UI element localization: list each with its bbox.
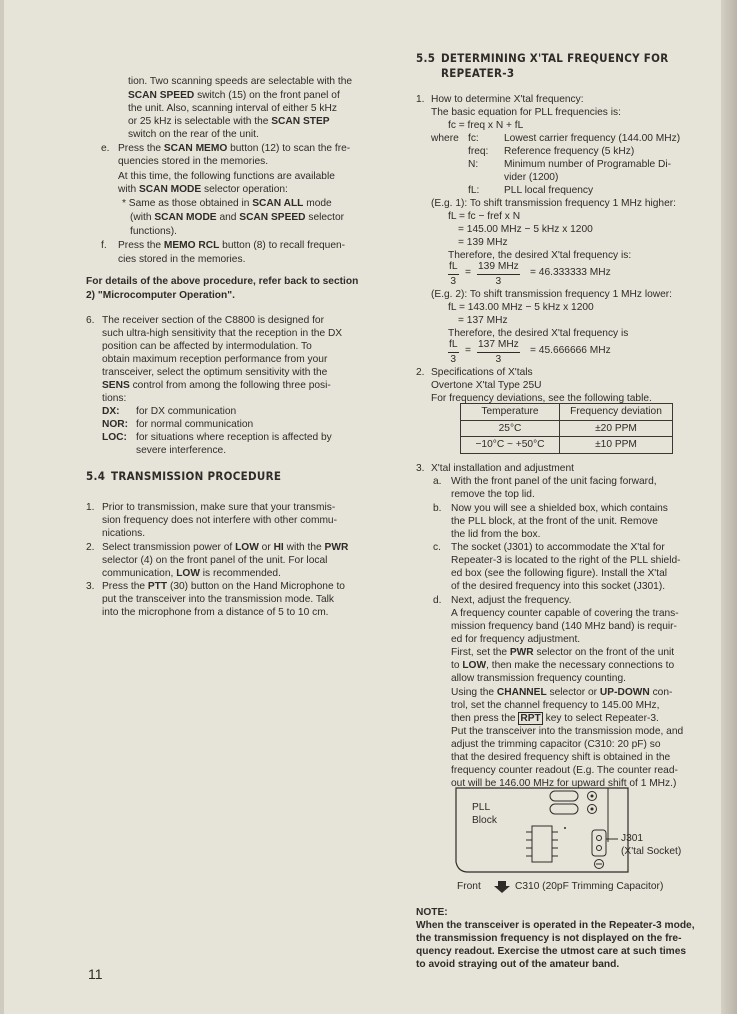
- s3a-line-1: With the front panel of the unit facing forward,: [451, 476, 657, 487]
- scan-speed-term: SCAN SPEED: [128, 90, 195, 101]
- top-connector-2: [550, 804, 578, 814]
- eg2-therefore: Therefore, the desired X'tal frequency is: [448, 328, 629, 339]
- table-row: [461, 437, 673, 454]
- s3a-marker: a.: [433, 476, 442, 487]
- s3c-line-3: ed box (see the following figure). Install the X'tal: [451, 568, 668, 579]
- eg2-line-2: = 137 MHz: [458, 315, 508, 326]
- scan-cont-line-5: switch on the rear of the unit.: [128, 129, 259, 140]
- sec54-item-2-line-2: selector (4) on the front panel of the unit. For local: [102, 555, 328, 566]
- eg1-result: = 46.333333 MHz: [530, 267, 611, 278]
- s3d-p4-line-4: frequency counter readout (E.g. The counter read-: [451, 765, 678, 776]
- table-cell: ±20 PPM: [560, 420, 673, 437]
- note-line-4: to avoid straying out of the amateur band.: [416, 959, 620, 970]
- scan-cont-line-4: or 25 kHz is selectable with the SCAN STEP: [128, 116, 330, 127]
- s3d-p3-line-3: then press the RPT key to select Repeater-3.: [451, 713, 659, 724]
- s3c-line-2: Repeater-3 is located to the right of the PLL shield-: [451, 555, 681, 566]
- table-header-deviation: Frequency deviation: [560, 404, 673, 421]
- note-title: NOTE:: [416, 907, 448, 918]
- s2-marker: 2.: [416, 367, 425, 378]
- s3d-p4-line-1: Put the transceiver into the transmission mode, and: [451, 726, 684, 737]
- sens-term: SENS: [102, 380, 130, 391]
- figure-c310-label: C310 (20pF Trimming Capacitor): [515, 881, 664, 892]
- pll-block-figure: [450, 782, 650, 880]
- def-freq-sym: freq:: [468, 146, 489, 157]
- item-e-bullet-1: * Same as those obtained in SCAN ALL mode: [122, 198, 332, 209]
- def-n-sym: N:: [468, 159, 479, 170]
- frequency-deviation-table: [460, 403, 673, 454]
- def-fc-sym: fc:: [468, 133, 479, 144]
- eg1-fraction-left: $\frac{fL}{3}$: [449, 261, 458, 287]
- item-e-bullet-2: (with SCAN MODE and SCAN SPEED selector: [130, 212, 345, 223]
- section-5-5-title-2: REPEATER-3: [441, 66, 515, 80]
- item-e-line-4: with SCAN MODE selector operation:: [118, 184, 288, 195]
- page-left-edge: [0, 0, 4, 1014]
- item-6-line-7: tions:: [102, 393, 127, 404]
- sec54-item-2-marker: 2.: [86, 542, 95, 553]
- def-freq-text: Reference frequency (5 kHz): [504, 146, 635, 157]
- def-n-text: Minimum number of Programable Di-: [504, 159, 672, 170]
- eg2-title: (E.g. 2): To shift transmission frequency 1 MHz lower:: [431, 289, 673, 300]
- s3d-p3-line-2: trol, set the channel frequency to 145.00 MHz,: [451, 700, 660, 711]
- sec54-item-3-marker: 3.: [86, 581, 95, 592]
- figure-front-label: Front: [457, 881, 481, 892]
- figure-j301-label-1: J301: [621, 833, 644, 844]
- s1-title: How to determine X'tal frequency:: [431, 94, 584, 105]
- figure-pll-label-1: PLL: [472, 802, 491, 813]
- s3d-p4-line-2: adjust the trimming capacitor (C310: 20 pF) so: [451, 739, 661, 750]
- s3b-marker: b.: [433, 503, 442, 514]
- s1-where: where: [431, 133, 459, 144]
- s2-line-3: For frequency deviations, see the following table.: [431, 393, 652, 404]
- s3d-p4-line-5: out will be 146.00 MHz for upward shift of 1 MHz.): [451, 778, 677, 789]
- eg2-fraction-right: 137 MHz 3: [478, 339, 519, 365]
- s3b-line-1: Now you will see a shielded box, which contains: [451, 503, 668, 514]
- item-f-line-1: Press the MEMO RCL button (8) to recall frequen-: [118, 240, 346, 251]
- eg1-title: (E.g. 1): To shift transmission frequency 1 MHz higher:: [431, 198, 676, 209]
- sec54-item-1-line-3: nications.: [102, 528, 146, 539]
- item-6-marker: 6.: [86, 315, 95, 326]
- sec54-item-1-line-1: Prior to transmission, make sure that your transmis-: [102, 502, 336, 513]
- section-5-4-title: TRANSMISSION PROCEDURE: [111, 469, 282, 483]
- table-row: [461, 420, 673, 437]
- s3d-p2-line-3: allow transmission frequency counting.: [451, 673, 626, 684]
- scan-cont-line-2: SCAN SPEED switch (15) on the front panel of: [128, 90, 340, 101]
- table-header-row: [461, 404, 673, 421]
- item-6-line-2: such ultra-high sensitivity that the reception in the DX: [102, 328, 343, 339]
- item-6-line-1: The receiver section of the C8800 is designed for: [102, 315, 324, 326]
- eg1-line-2: = 145.00 MHz − 5 kHz x 1200: [458, 224, 593, 235]
- item-6-line-6: SENS control from among the following three posi-: [102, 380, 331, 391]
- option-dx-text: for DX communication: [136, 406, 237, 417]
- section-5-5-number: 5.5: [416, 51, 436, 65]
- eg1-equals: =: [465, 267, 471, 278]
- s3d-p1-line-3: ed for frequency adjustment.: [451, 634, 581, 645]
- def-fc-text: Lowest carrier frequency (144.00 MHz): [504, 133, 681, 144]
- s3d-p2-line-1: First, set the PWR selector on the front of the unit: [451, 647, 675, 658]
- s1-marker: 1.: [416, 94, 425, 105]
- option-nor-text: for normal communication: [136, 419, 254, 430]
- s3-marker: 3.: [416, 463, 425, 474]
- j301-socket: [592, 830, 606, 856]
- s3a-line-2: remove the top lid.: [451, 489, 535, 500]
- eg2-equals: =: [465, 345, 471, 356]
- eg1-line-3: = 139 MHz: [458, 237, 508, 248]
- table-cell: ±10 PPM: [560, 437, 673, 454]
- page-right-edge: [721, 0, 737, 1014]
- sec54-item-2-line-1: Select transmission power of LOW or HI with the PWR: [102, 542, 349, 553]
- s2-line-2: Overtone X'tal Type 25U: [431, 380, 542, 391]
- eg2-fraction-left: $\frac{fL}{3}$: [449, 339, 458, 365]
- page-number: 11: [88, 966, 103, 982]
- s1-equation: fc = freq x N + fL: [448, 120, 524, 131]
- scan-cont-line-1: tion. Two scanning speeds are selectable with the: [128, 76, 353, 87]
- item-6-line-4: obtain maximum reception performance from your: [102, 354, 328, 365]
- item-e-bullet-3: functions).: [130, 226, 177, 237]
- def-fl-text: PLL local frequency: [504, 185, 594, 196]
- sec54-item-1-marker: 1.: [86, 502, 95, 513]
- figure-j301-label-2: (X'tal Socket): [621, 846, 682, 857]
- sec54-item-1-line-2: sion frequency does not interfere with other commu-: [102, 515, 337, 526]
- eg2-line-1: fL = 143.00 MHz − 5 kHz x 1200: [448, 302, 594, 313]
- def-n-cont: vider (1200): [504, 172, 559, 183]
- section-5-4-number: 5.4: [86, 469, 106, 483]
- sec54-item-3-line-3: into the microphone from a distance of 5 to 10 cm.: [102, 607, 329, 618]
- option-loc-cont: severe interference.: [136, 445, 227, 456]
- table-header-temperature: Temperature: [461, 404, 560, 421]
- details-note-line-1: For details of the above procedure, refer back to section: [86, 276, 359, 287]
- s3d-p2-line-2: to LOW, then make the necessary connections to: [451, 660, 675, 671]
- ic-chip-pins: [526, 832, 558, 856]
- details-note-line-2: 2) "Microcomputer Operation".: [86, 290, 235, 301]
- item-e-marker: e.: [101, 143, 110, 154]
- table-cell: −10°C ~ +50°C: [461, 437, 560, 454]
- item-e-line-1: Press the SCAN MEMO button (12) to scan the fre-: [118, 143, 351, 154]
- option-loc-text: for situations where reception is affected by: [136, 432, 332, 443]
- sec54-item-2-line-3: communication, LOW is recommended.: [102, 568, 281, 579]
- figure-pll-label-2: Block: [472, 815, 497, 826]
- s3-title: X'tal installation and adjustment: [431, 463, 574, 474]
- rpt-key: RPT: [520, 713, 541, 724]
- sec54-item-3-line-1: Press the PTT (30) button on the Hand Microphone to: [102, 581, 345, 592]
- front-arrow-icon: [493, 880, 511, 894]
- table-cell: 25°C: [461, 420, 560, 437]
- eg1-fraction-right: 139 MHz 3: [478, 261, 519, 287]
- s3d-p1-line-1: A frequency counter capable of covering the trans-: [451, 608, 679, 619]
- top-connector-1: [550, 791, 578, 801]
- s3d-marker: d.: [433, 595, 442, 606]
- s3c-line-1: The socket (J301) to accommodate the X'tal for: [451, 542, 665, 553]
- item-6-line-5: transceiver, select the optimum sensitivity with the: [102, 367, 328, 378]
- note-line-3: quency readout. Exercise the utmost care at such times: [416, 946, 687, 957]
- scan-cont-line-3: the unit. Also, scanning interval of either 5 kHz: [128, 103, 337, 114]
- def-fl-sym: fL:: [468, 185, 480, 196]
- s3c-marker: c.: [433, 542, 441, 553]
- note-line-2: the transmission frequency is not displayed on the fre-: [416, 933, 682, 944]
- note-line-1: When the transceiver is operated in the Repeater-3 mode,: [416, 920, 695, 931]
- s3b-line-2: the PLL block, at the front of the unit. Remove: [451, 516, 658, 527]
- ic-chip: [532, 826, 552, 862]
- item-e-line-3: At this time, the following functions are available: [118, 171, 335, 182]
- section-5-5-title-1: DETERMINING X'TAL FREQUENCY FOR: [441, 51, 669, 65]
- s3c-line-4: of the desired frequency into this socket (J301).: [451, 581, 666, 592]
- s3d-p4-line-3: that the desired frequency shift is obtained in the: [451, 752, 671, 763]
- option-loc-key: LOC:: [102, 432, 127, 443]
- s3d-p1-line-2: mission frequency band (140 MHz band) is requir-: [451, 621, 677, 632]
- s3d-p3-line-1: Using the CHANNEL selector or UP-DOWN con-: [451, 687, 673, 698]
- eg1-line-1: fL = fc − fref x N: [448, 211, 521, 222]
- item-f-marker: f.: [101, 240, 107, 251]
- item-f-line-2: cies stored in the memories.: [118, 254, 246, 265]
- sec54-item-3-line-2: put the transceiver into the transmission mode. Talk: [102, 594, 334, 605]
- eg1-therefore: Therefore, the desired X'tal frequency is:: [448, 250, 632, 261]
- option-nor-key: NOR:: [102, 419, 129, 430]
- item-6-line-3: position can be affected by intermodulation. To: [102, 341, 312, 352]
- option-dx-key: DX:: [102, 406, 120, 417]
- eg2-result: = 45.666666 MHz: [530, 345, 611, 356]
- item-e-line-2: quencies stored in the memories.: [118, 156, 269, 167]
- s3b-line-3: the lid from the box.: [451, 529, 541, 540]
- scan-step-term: SCAN STEP: [271, 116, 330, 127]
- s1-basic: The basic equation for PLL frequencies is:: [431, 107, 621, 118]
- s2-line-1: Specifications of X'tals: [431, 367, 533, 378]
- s3d-title: Next, adjust the frequency.: [451, 595, 572, 606]
